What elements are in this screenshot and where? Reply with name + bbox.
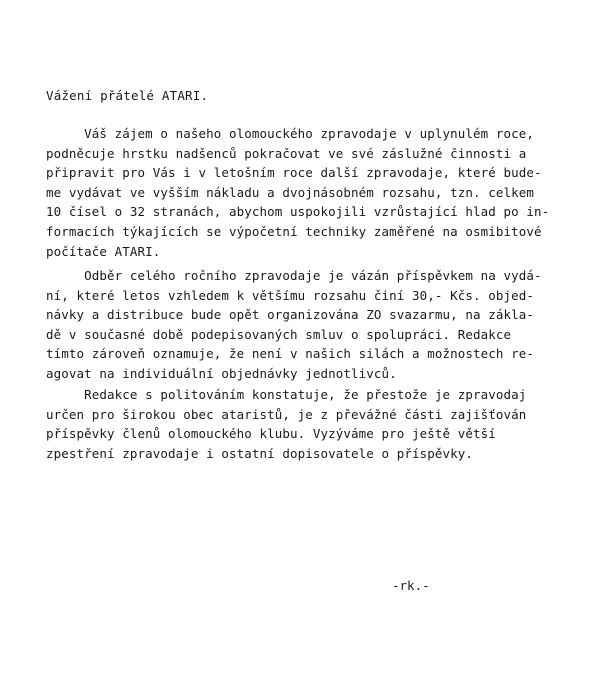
text-line: 10 čísel o 32 stranách, abychom uspokojili vzrůstající hlad po in- xyxy=(46,204,550,220)
text-line: počítače ATARI. xyxy=(46,243,161,259)
text-line: zpestření zpravodaje i ostatní dopisovatele o příspěvky. xyxy=(46,445,474,461)
text-line: určen pro širokou obec ataristů, je z převážné části zajišťován xyxy=(46,406,527,422)
text-line: návky a distribuce bude opět organizována ZO svazarmu, na zákla- xyxy=(46,307,535,323)
paragraph-subscription-fee xyxy=(46,266,566,384)
paragraph-subscription-intro xyxy=(46,124,566,261)
text-line: Váš zájem o našeho olomouckého zpravodaje v uplynulém roce, xyxy=(46,126,535,141)
text-line: Redakce s politováním konstatuje, že přestože je zpravodaj xyxy=(46,387,527,402)
paragraph-call-for-contributions xyxy=(46,385,566,463)
text-line: podněcuje hrstku nadšenců pokračovat ve své záslužné činnosti a xyxy=(46,145,527,161)
text-line: tímto zároveň oznamuje, že není v našich silách a možnostech re- xyxy=(46,346,535,362)
text-line: Odběr celého ročního zpravodaje je vázán příspěvkem na vydá- xyxy=(46,268,542,283)
text-line: ní, které letos vzhledem k většímu rozsahu činí 30,- Kčs. objed- xyxy=(46,287,535,303)
text-line: příspěvky členů olomouckého klubu. Vyzýváme pro ještě větší xyxy=(46,426,496,442)
text-line: me vydávat ve vyšším nákladu a dvojnásobném rozsahu, tzn. celkem xyxy=(46,184,535,200)
text-line: formacích týkajících se výpočetní techniky zaměřené na osmibitové xyxy=(46,223,542,239)
letter-greeting: Vážení přátelé ATARI. xyxy=(46,88,209,103)
text-line: agovat na individuální objednávky jednotlivců. xyxy=(46,365,397,381)
text-line: dě v současné době podepisovaných smluv o spolupráci. Redakce xyxy=(46,326,512,342)
text-line: připravit pro Vás i v letošním roce další zpravodaje, které bude- xyxy=(46,165,542,181)
letter-signature: -rk.- xyxy=(392,578,430,593)
